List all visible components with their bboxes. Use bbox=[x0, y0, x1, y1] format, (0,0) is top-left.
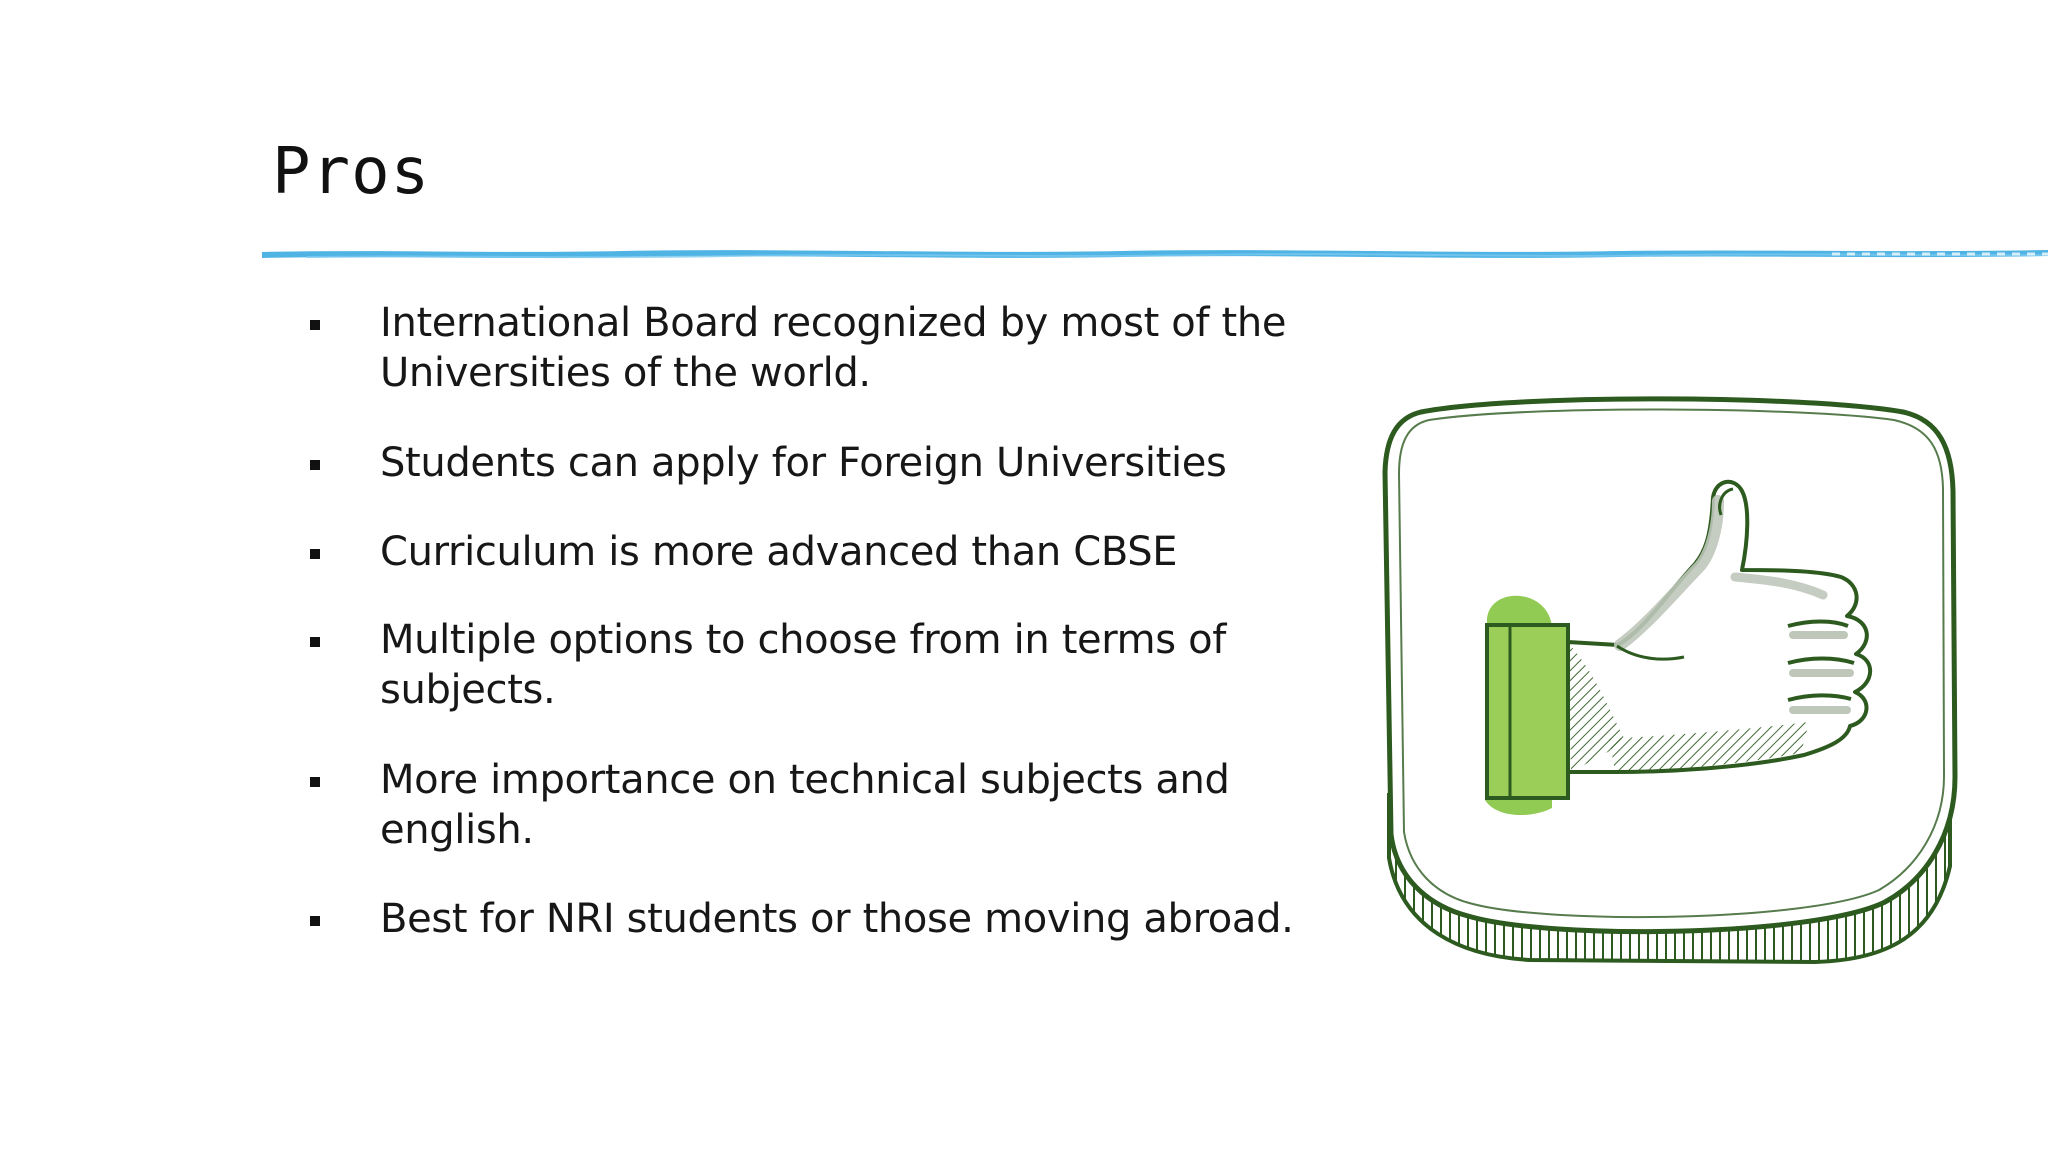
bullet-text: Curriculum is more advanced than CBSE bbox=[380, 529, 1178, 575]
bullet-item bbox=[300, 438, 1310, 488]
bullet-text: Best for NRI students or those moving abroad. bbox=[380, 896, 1294, 942]
bullet-item bbox=[300, 527, 1310, 577]
title-underline bbox=[262, 245, 2048, 265]
bullet-text: International Board recognized by most of the Universities of the world. bbox=[380, 300, 1287, 396]
bullet-marker-icon bbox=[310, 460, 320, 470]
bullet-marker-icon bbox=[310, 549, 320, 559]
bullet-marker-icon bbox=[310, 320, 320, 330]
thumbs-up-icon bbox=[1365, 390, 1970, 970]
bullet-item bbox=[300, 298, 1310, 398]
bullet-item bbox=[300, 615, 1310, 715]
bullet-text: Multiple options to choose from in terms of subjects. bbox=[380, 617, 1227, 713]
bullet-marker-icon bbox=[310, 777, 320, 787]
bullet-item bbox=[300, 894, 1310, 944]
bullet-marker-icon bbox=[310, 916, 320, 926]
bullet-item bbox=[300, 755, 1310, 855]
slide-title: Pros bbox=[272, 135, 431, 209]
bullet-text: More importance on technical subjects and english. bbox=[380, 757, 1230, 853]
thumbs-up-illustration bbox=[1365, 390, 1970, 970]
bullet-text: Students can apply for Foreign Universities bbox=[380, 440, 1227, 486]
bullet-marker-icon bbox=[310, 637, 320, 647]
